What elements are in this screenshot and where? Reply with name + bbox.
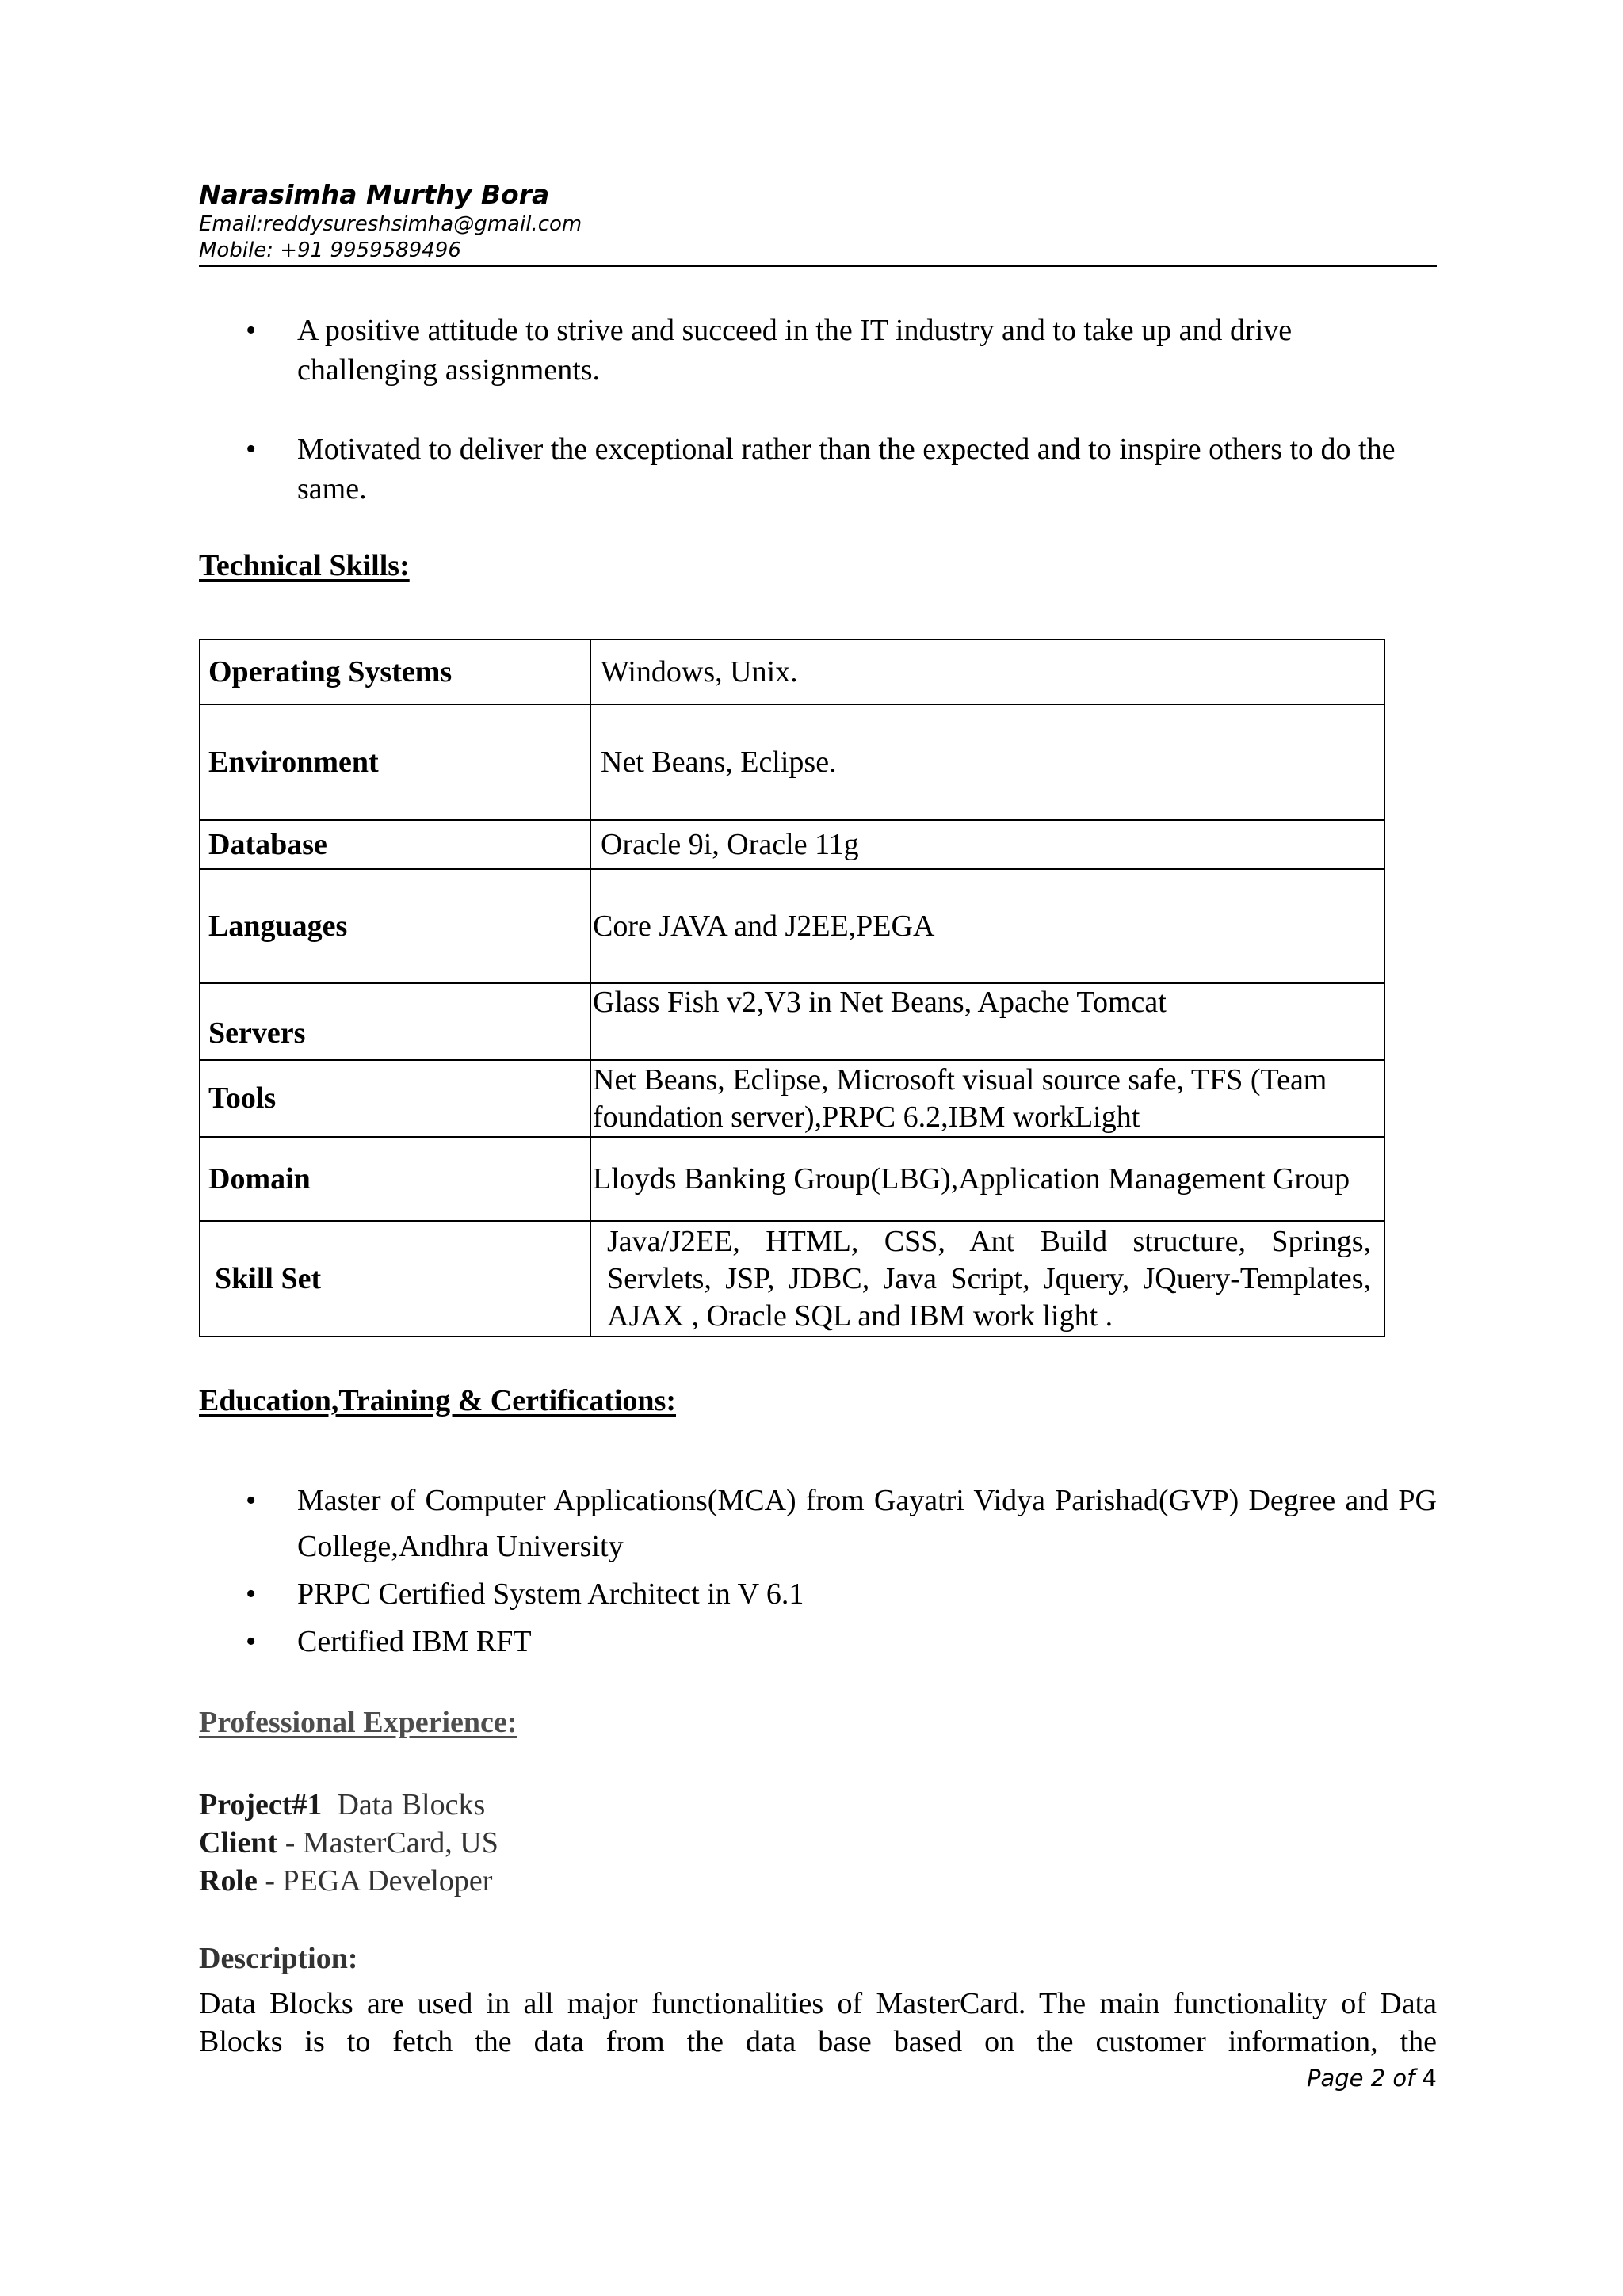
total-pages: 4 [1422,2065,1437,2092]
education-text: Certified IBM RFT [297,1625,532,1658]
skill-key: Languages [200,869,590,983]
bullet-icon: • [246,1577,257,1611]
table-row [200,983,1384,1060]
client-label: Client [199,1826,278,1859]
description-heading: Description: [199,1942,358,1975]
technical-skills-table [199,639,1385,1337]
skill-value: Java/J2EE, HTML, CSS, Ant Build structure, Springs, Servlets, JSP, JDBC, Java Script, Jquery, JQuery-Templates, AJAX , Oracle SQL and IBM work light . [607,1224,1371,1333]
table-row [200,1221,1384,1337]
role-name: PEGA Developer [282,1864,493,1897]
objective-text: Motivated to deliver the exceptional rather than the expected and to inspire others to do the same. [297,433,1396,505]
skill-value: Net Beans, Eclipse, Microsoft visual source safe, TFS (Team foundation server),PRPC 6.2,IBM workLight [593,1062,1327,1134]
project-line [199,1786,485,1824]
objective-item [246,311,1437,390]
role-line: Role - PEGA Developer [199,1864,493,1897]
skill-value: Oracle 9i, Oracle 11g [601,827,859,861]
education-item [246,1619,1437,1665]
table-row [200,869,1384,983]
page-number-footer: Page 2 of 4 [1306,2065,1437,2092]
education-text: PRPC Certified System Architect in V 6.1 [297,1577,804,1611]
bullet-icon: • [246,1484,257,1517]
header-divider [199,265,1437,267]
table-row [200,1060,1384,1137]
skill-key: Skill Set [200,1221,590,1337]
objective-text: A positive attitude to strive and succeed in the IT industry and to take up and drive challenging assignments. [297,314,1293,387]
bullet-icon: • [246,1625,257,1658]
role-label: Role [199,1864,258,1897]
objective-item [246,429,1437,509]
candidate-name: Narasimha Murthy Bora [199,179,550,210]
education-text: Master of Computer Applications(MCA) from Gayatri Vidya Parishad(GVP) Degree and PG College,Andhra University [297,1484,1437,1563]
skill-key: Database [200,820,590,869]
skill-key: Tools [200,1060,590,1137]
client-line: Client - MasterCard, US [199,1826,498,1859]
skill-value: Lloyds Banking Group(LBG),Application Management Group [593,1161,1350,1196]
skill-value: Net Beans, Eclipse. [601,745,837,779]
table-row [200,639,1384,704]
education-item [246,1571,1437,1617]
table-row [200,820,1384,869]
candidate-email: Email:reddysureshsimha@gmail.com [199,212,582,236]
skill-key: Servers [200,983,590,1060]
education-heading: Education,Training & Certifications: [199,1384,677,1417]
current-page: 2 [1370,2065,1386,2092]
skill-key: Domain [200,1137,590,1221]
project-name: Data Blocks [337,1788,486,1821]
skill-value: Glass Fish v2,V3 in Net Beans, Apache Tomcat [593,986,1167,1019]
description-text: Data Blocks are used in all major functionalities of MasterCard. The main functionality of Data Blocks is to fetch the data from the data base based on the customer information, the [199,1987,1437,2058]
project-label: Project#1 [199,1788,323,1821]
technical-skills-heading: Technical Skills: [199,549,410,582]
skill-value: Core JAVA and J2EE,PEGA [593,909,935,943]
skill-key: Environment [200,704,590,820]
skill-value: Windows, Unix. [601,654,798,688]
bullet-icon: • [246,314,257,347]
skill-key: Operating Systems [200,639,590,704]
candidate-mobile: Mobile: +91 9959589496 [199,238,461,262]
client-name: MasterCard, US [302,1826,498,1859]
experience-heading: Professional Experience: [199,1706,517,1739]
education-item [246,1478,1437,1569]
table-row [200,704,1384,820]
table-row [200,1137,1384,1221]
bullet-icon: • [246,433,257,466]
